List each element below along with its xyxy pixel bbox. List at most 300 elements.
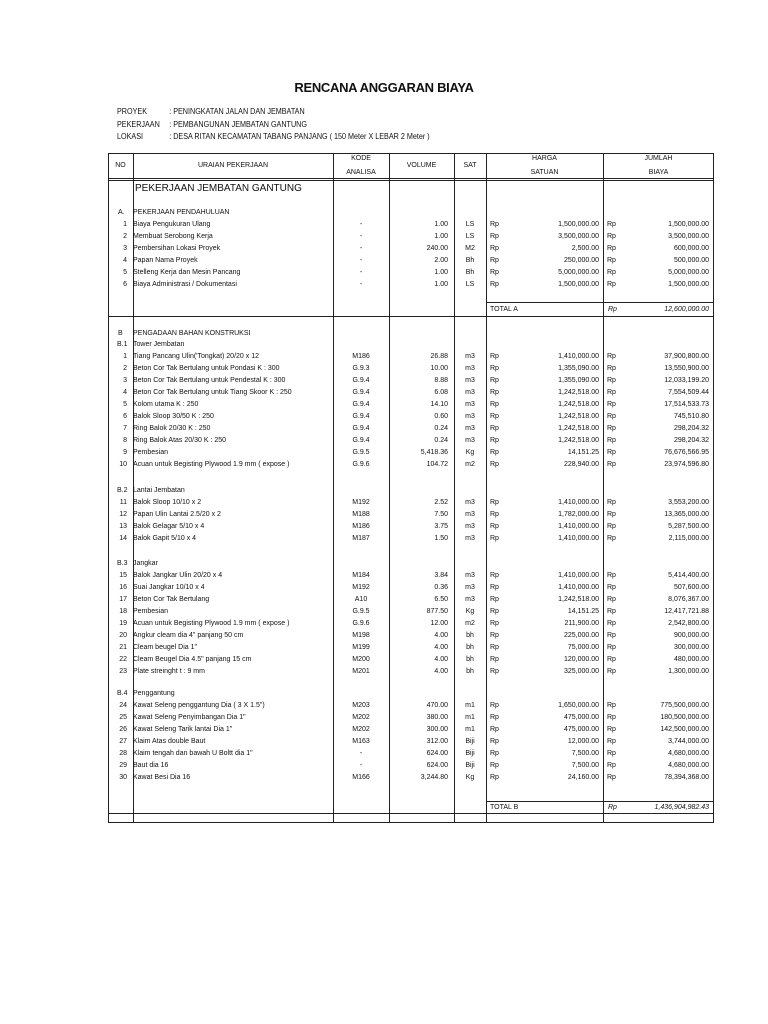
total-b-currency: Rp bbox=[608, 804, 617, 811]
item-description: Pembesian bbox=[133, 449, 169, 456]
item-unit-price: 12,000.00 bbox=[567, 738, 599, 745]
header-kode-2: ANALISA bbox=[346, 169, 376, 176]
item-price-currency: Rp bbox=[490, 714, 499, 721]
item-unit: Bh bbox=[465, 257, 475, 264]
item-unit-price: 1,355,090.00 bbox=[558, 377, 599, 384]
item-volume: 1.00 bbox=[434, 269, 448, 276]
item-unit-price: 1,650,000.00 bbox=[558, 702, 599, 709]
item-unit-price: 75,000.00 bbox=[567, 644, 599, 651]
item-code: M200 bbox=[352, 656, 370, 663]
item-unit: Biji bbox=[465, 762, 475, 769]
item-unit-price: 7,500.00 bbox=[571, 762, 599, 769]
item-code: G.9.5 bbox=[352, 449, 370, 456]
item-no: 5 bbox=[123, 269, 127, 276]
item-price-currency: Rp bbox=[490, 702, 499, 709]
item-total: 76,676,566.95 bbox=[664, 449, 709, 456]
item-description: Acuan untuk Begisting Plywood 1.9 mm ( expose ) bbox=[133, 620, 290, 627]
item-total: 180,500,000.00 bbox=[660, 714, 709, 721]
item-volume: 4.00 bbox=[434, 668, 448, 675]
item-total-currency: Rp bbox=[607, 668, 616, 675]
item-code: M192 bbox=[352, 584, 370, 591]
item-total: 1,500,000.00 bbox=[668, 221, 709, 228]
item-code: G.9.4 bbox=[352, 437, 370, 444]
item-total: 8,076,367.00 bbox=[668, 596, 709, 603]
item-total-currency: Rp bbox=[607, 644, 616, 651]
item-total: 2,115,000.00 bbox=[668, 535, 709, 542]
item-total: 12,033,199.20 bbox=[664, 377, 709, 384]
group-no: B bbox=[118, 330, 123, 337]
item-volume: 624.00 bbox=[426, 750, 448, 757]
item-no: 28 bbox=[119, 750, 127, 757]
item-unit-price: 24,160.00 bbox=[567, 774, 599, 781]
item-unit-price: 5,000,000.00 bbox=[558, 269, 599, 276]
item-total-currency: Rp bbox=[607, 738, 616, 745]
item-unit-price: 1,500,000.00 bbox=[558, 281, 599, 288]
item-total: 3,744,000.00 bbox=[668, 738, 709, 745]
item-price-currency: Rp bbox=[490, 632, 499, 639]
item-volume: 0.60 bbox=[434, 413, 448, 420]
header-kode-1: KODE bbox=[351, 155, 371, 162]
item-code: M202 bbox=[352, 714, 370, 721]
item-description: Balok Jangkar Ulin 20/20 x 4 bbox=[133, 572, 223, 579]
item-total: 37,900,800.00 bbox=[664, 353, 709, 360]
item-total-currency: Rp bbox=[607, 233, 616, 240]
item-code: M163 bbox=[352, 738, 370, 745]
item-price-currency: Rp bbox=[490, 257, 499, 264]
item-total: 5,000,000.00 bbox=[668, 269, 709, 276]
item-total: 12,417,721.88 bbox=[664, 608, 709, 615]
item-total: 23,974,596.80 bbox=[664, 461, 709, 468]
item-description: Balok Gelagar 5/10 x 4 bbox=[133, 523, 205, 530]
item-total: 4,680,000.00 bbox=[668, 762, 709, 769]
item-total-currency: Rp bbox=[607, 499, 616, 506]
item-unit: m3 bbox=[465, 425, 475, 432]
item-volume: 470.00 bbox=[426, 702, 448, 709]
item-description: Kolom utama K : 250 bbox=[133, 401, 199, 408]
item-unit: bh bbox=[466, 656, 474, 663]
item-total: 17,514,533.73 bbox=[664, 401, 709, 408]
item-code: - bbox=[359, 221, 363, 228]
item-volume: 12.00 bbox=[430, 620, 448, 627]
item-no: 8 bbox=[123, 437, 127, 444]
item-price-currency: Rp bbox=[490, 596, 499, 603]
item-unit: LS bbox=[465, 221, 475, 228]
item-total-currency: Rp bbox=[607, 245, 616, 252]
item-volume: 380.00 bbox=[426, 714, 448, 721]
total-a-label: TOTAL A bbox=[490, 306, 518, 313]
item-description: Papan Nama Proyek bbox=[133, 257, 198, 264]
item-no: 23 bbox=[119, 668, 127, 675]
item-code: G.9.6 bbox=[352, 620, 370, 627]
item-total: 3,500,000.00 bbox=[668, 233, 709, 240]
section-title: PEKERJAAN JEMBATAN GANTUNG bbox=[135, 183, 302, 194]
item-volume: 240.00 bbox=[426, 245, 448, 252]
item-unit: m3 bbox=[465, 413, 475, 420]
item-unit: m2 bbox=[465, 620, 475, 627]
item-total: 900,000.00 bbox=[673, 632, 709, 639]
item-unit: m3 bbox=[465, 535, 475, 542]
item-description: Kawat Besi Dia 16 bbox=[133, 774, 191, 781]
item-price-currency: Rp bbox=[490, 413, 499, 420]
item-volume: 3.84 bbox=[434, 572, 448, 579]
item-volume: 2.00 bbox=[434, 257, 448, 264]
item-description: Kawat Seleng Tarik lantai Dia 1" bbox=[133, 726, 233, 733]
item-total: 5,414,400.00 bbox=[668, 572, 709, 579]
item-total: 3,553,200.00 bbox=[668, 499, 709, 506]
subgroup-name: Jangkar bbox=[133, 560, 158, 567]
item-no: 1 bbox=[123, 221, 127, 228]
item-volume: 0.24 bbox=[434, 437, 448, 444]
item-price-currency: Rp bbox=[490, 461, 499, 468]
item-price-currency: Rp bbox=[490, 269, 499, 276]
item-code: M199 bbox=[352, 644, 370, 651]
item-unit: m3 bbox=[465, 401, 475, 408]
item-unit: bh bbox=[466, 644, 474, 651]
item-total: 480,000.00 bbox=[673, 656, 709, 663]
item-total: 507,600.00 bbox=[673, 584, 709, 591]
item-total: 78,394,368.00 bbox=[664, 774, 709, 781]
item-total-currency: Rp bbox=[607, 281, 616, 288]
item-unit: m3 bbox=[465, 365, 475, 372]
item-unit: LS bbox=[465, 281, 475, 288]
item-unit-price: 1,242,518.00 bbox=[558, 437, 599, 444]
item-description: Ring Balok 20/30 K : 250 bbox=[133, 425, 211, 432]
item-code: G.9.6 bbox=[352, 461, 370, 468]
item-no: 22 bbox=[119, 656, 127, 663]
item-description: Balok Sloop 10/10 x 2 bbox=[133, 499, 202, 506]
item-volume: 7.50 bbox=[434, 511, 448, 518]
item-volume: 104.72 bbox=[426, 461, 448, 468]
item-price-currency: Rp bbox=[490, 584, 499, 591]
column-divider bbox=[486, 153, 487, 823]
item-unit: m3 bbox=[465, 584, 475, 591]
meta-label: LOKASI bbox=[117, 132, 144, 141]
item-unit: m3 bbox=[465, 499, 475, 506]
item-no: 30 bbox=[119, 774, 127, 781]
item-price-currency: Rp bbox=[490, 389, 499, 396]
item-unit-price: 1,242,518.00 bbox=[558, 401, 599, 408]
item-unit: m3 bbox=[465, 523, 475, 530]
item-no: 19 bbox=[119, 620, 127, 627]
item-description: Acuan untuk Begisting Plywood 1.9 mm ( expose ) bbox=[133, 461, 290, 468]
total-row-divider bbox=[108, 813, 714, 814]
item-unit-price: 1,410,000.00 bbox=[558, 572, 599, 579]
item-unit: m2 bbox=[465, 461, 475, 468]
item-volume: 1.00 bbox=[434, 221, 448, 228]
item-code: M198 bbox=[352, 632, 370, 639]
item-total-currency: Rp bbox=[607, 425, 616, 432]
item-description: Biaya Pengukuran Ulang bbox=[133, 221, 211, 228]
item-description: Ring Balok Atas 20/30 K : 250 bbox=[133, 437, 227, 444]
item-volume: 624.00 bbox=[426, 762, 448, 769]
item-description: Stelleng Kerja dan Mesin Pancang bbox=[133, 269, 241, 276]
item-unit: m1 bbox=[465, 714, 475, 721]
group-name: PENGADAAN BAHAN KONSTRUKSI bbox=[133, 330, 251, 337]
item-no: 21 bbox=[119, 644, 127, 651]
item-code: A10 bbox=[354, 596, 368, 603]
item-total-currency: Rp bbox=[607, 774, 616, 781]
item-code: G.9.4 bbox=[352, 413, 370, 420]
item-code: M166 bbox=[352, 774, 370, 781]
item-total-currency: Rp bbox=[607, 714, 616, 721]
item-no: 12 bbox=[119, 511, 127, 518]
item-no: 6 bbox=[123, 413, 127, 420]
item-price-currency: Rp bbox=[490, 535, 499, 542]
item-unit: m3 bbox=[465, 511, 475, 518]
item-description: Tiang Pancang Ulin('Tongkat) 20/20 x 12 bbox=[133, 353, 259, 360]
item-unit-price: 2,500.00 bbox=[571, 245, 599, 252]
item-unit: m3 bbox=[465, 572, 475, 579]
meta-line bbox=[117, 132, 430, 141]
item-description: Baut dia 16 bbox=[133, 762, 169, 769]
item-total: 13,550,900.00 bbox=[664, 365, 709, 372]
item-total-currency: Rp bbox=[607, 535, 616, 542]
item-total-currency: Rp bbox=[607, 572, 616, 579]
item-total: 13,365,000.00 bbox=[664, 511, 709, 518]
item-total: 7,554,509.44 bbox=[668, 389, 709, 396]
item-price-currency: Rp bbox=[490, 365, 499, 372]
total-b-value: 1,436,904,982.43 bbox=[654, 804, 709, 811]
item-price-currency: Rp bbox=[490, 245, 499, 252]
item-unit: m3 bbox=[465, 377, 475, 384]
item-code: M184 bbox=[352, 572, 370, 579]
item-volume: 4.00 bbox=[434, 632, 448, 639]
item-no: 24 bbox=[119, 702, 127, 709]
item-price-currency: Rp bbox=[490, 608, 499, 615]
item-code: - bbox=[359, 281, 363, 288]
item-no: 6 bbox=[123, 281, 127, 288]
meta-label: PROYEK bbox=[117, 107, 148, 116]
header-volume: VOLUME bbox=[406, 162, 437, 169]
item-unit-price: 1,410,000.00 bbox=[558, 535, 599, 542]
item-unit-price: 1,355,090.00 bbox=[558, 365, 599, 372]
item-volume: 6.50 bbox=[434, 596, 448, 603]
meta-value: : PEMBANGUNAN JEMBATAN GANTUNG bbox=[169, 120, 307, 129]
item-no: 11 bbox=[119, 499, 127, 506]
total-b-label: TOTAL B bbox=[490, 804, 519, 811]
item-no: 4 bbox=[123, 389, 127, 396]
group-no: A. bbox=[118, 209, 125, 216]
item-unit-price: 1,410,000.00 bbox=[558, 523, 599, 530]
item-code: - bbox=[359, 257, 363, 264]
item-total-currency: Rp bbox=[607, 511, 616, 518]
item-code: M186 bbox=[352, 523, 370, 530]
item-no: 5 bbox=[123, 401, 127, 408]
item-no: 26 bbox=[119, 726, 127, 733]
item-price-currency: Rp bbox=[490, 774, 499, 781]
item-total: 298,204.32 bbox=[673, 437, 709, 444]
item-code: M202 bbox=[352, 726, 370, 733]
meta-value: : PENINGKATAN JALAN DAN JEMBATAN bbox=[169, 107, 305, 116]
item-volume: 5,418.36 bbox=[420, 449, 448, 456]
item-code: G.9.5 bbox=[352, 608, 370, 615]
item-total-currency: Rp bbox=[607, 620, 616, 627]
item-code: G.9.4 bbox=[352, 377, 370, 384]
item-price-currency: Rp bbox=[490, 750, 499, 757]
meta-value: : DESA RITAN KECAMATAN TABANG PANJANG ( 150 Meter X LEBAR 2 Meter ) bbox=[169, 132, 430, 141]
item-no: 3 bbox=[123, 377, 127, 384]
item-code: M188 bbox=[352, 511, 370, 518]
item-description: Suai Jangkar 10/10 x 4 bbox=[133, 584, 205, 591]
item-code: - bbox=[359, 750, 363, 757]
item-unit-price: 1,410,000.00 bbox=[558, 584, 599, 591]
subgroup-name: Tower Jembatan bbox=[133, 341, 185, 348]
item-total-currency: Rp bbox=[607, 461, 616, 468]
item-volume: 1.00 bbox=[434, 233, 448, 240]
item-price-currency: Rp bbox=[490, 401, 499, 408]
item-unit-price: 228,940.00 bbox=[563, 461, 599, 468]
item-total-currency: Rp bbox=[607, 221, 616, 228]
item-no: 10 bbox=[119, 461, 127, 468]
item-no: 1 bbox=[123, 353, 127, 360]
item-total-currency: Rp bbox=[607, 762, 616, 769]
item-unit: bh bbox=[466, 632, 474, 639]
item-unit-price: 475,000.00 bbox=[563, 726, 599, 733]
item-price-currency: Rp bbox=[490, 221, 499, 228]
item-price-currency: Rp bbox=[490, 572, 499, 579]
item-total: 775,500,000.00 bbox=[660, 702, 709, 709]
total-a-currency: Rp bbox=[608, 306, 617, 313]
item-no: 2 bbox=[123, 233, 127, 240]
item-price-currency: Rp bbox=[490, 762, 499, 769]
item-price-currency: Rp bbox=[490, 449, 499, 456]
item-description: Klaim Atas double Baut bbox=[133, 738, 206, 745]
subgroup-no: B.1 bbox=[117, 341, 128, 348]
item-unit: bh bbox=[466, 668, 474, 675]
item-price-currency: Rp bbox=[490, 656, 499, 663]
item-description: Cleam Beugel Dia 4.5" panjang 15 cm bbox=[133, 656, 252, 663]
item-price-currency: Rp bbox=[490, 377, 499, 384]
item-price-currency: Rp bbox=[490, 620, 499, 627]
item-total-currency: Rp bbox=[607, 353, 616, 360]
item-code: G.9.4 bbox=[352, 425, 370, 432]
header-sat: SAT bbox=[463, 162, 477, 169]
item-price-currency: Rp bbox=[490, 523, 499, 530]
item-total-currency: Rp bbox=[607, 632, 616, 639]
item-total-currency: Rp bbox=[607, 389, 616, 396]
item-code: M186 bbox=[352, 353, 370, 360]
item-unit-price: 14,151.25 bbox=[567, 608, 599, 615]
item-description: Pembersihan Lokasi Proyek bbox=[133, 245, 221, 252]
item-unit: Kg bbox=[465, 774, 475, 781]
item-total-currency: Rp bbox=[607, 702, 616, 709]
item-unit-price: 1,500,000.00 bbox=[558, 221, 599, 228]
item-unit-price: 211,900.00 bbox=[564, 620, 599, 627]
item-volume: 3,244.80 bbox=[420, 774, 448, 781]
item-unit: Bh bbox=[465, 269, 475, 276]
header-jumlah-1: JUMLAH bbox=[644, 155, 673, 162]
header-uraian: URAIAN PEKERJAAN bbox=[197, 162, 269, 169]
item-price-currency: Rp bbox=[490, 511, 499, 518]
header-harga-1: HARGA bbox=[532, 155, 557, 162]
item-volume: 0.24 bbox=[434, 425, 448, 432]
item-unit-price: 1,242,518.00 bbox=[558, 413, 599, 420]
item-unit-price: 225,000.00 bbox=[563, 632, 599, 639]
item-volume: 6.08 bbox=[434, 389, 448, 396]
item-no: 16 bbox=[119, 584, 127, 591]
item-price-currency: Rp bbox=[490, 644, 499, 651]
item-total-currency: Rp bbox=[607, 269, 616, 276]
item-code: - bbox=[359, 269, 363, 276]
item-unit: LS bbox=[465, 233, 475, 240]
item-description: Balok Gapit 5/10 x 4 bbox=[133, 535, 197, 542]
item-unit-price: 1,242,518.00 bbox=[558, 596, 599, 603]
item-no: 20 bbox=[119, 632, 127, 639]
item-volume: 10.00 bbox=[430, 365, 448, 372]
item-volume: 14.10 bbox=[430, 401, 448, 408]
item-total-currency: Rp bbox=[607, 413, 616, 420]
item-description: Kawat Seleng Penyimbangan Dia 1" bbox=[133, 714, 246, 721]
item-unit-price: 14,151.25 bbox=[567, 449, 599, 456]
group-name: PEKERJAAN PENDAHULUAN bbox=[133, 209, 230, 216]
item-total-currency: Rp bbox=[607, 726, 616, 733]
item-code: - bbox=[359, 245, 363, 252]
item-total: 2,542,800.00 bbox=[668, 620, 709, 627]
item-description: Beton Cor Tak Bertulang untuk Tiang Skoor K : 250 bbox=[133, 389, 292, 396]
item-unit: m1 bbox=[465, 702, 475, 709]
item-unit-price: 1,410,000.00 bbox=[558, 499, 599, 506]
item-volume: 312.00 bbox=[426, 738, 448, 745]
item-unit: Biji bbox=[465, 750, 475, 757]
item-volume: 4.00 bbox=[434, 644, 448, 651]
header-no: NO bbox=[115, 162, 126, 169]
item-price-currency: Rp bbox=[490, 425, 499, 432]
item-unit-price: 1,782,000.00 bbox=[558, 511, 599, 518]
column-divider bbox=[603, 153, 604, 823]
item-volume: 4.00 bbox=[434, 656, 448, 663]
item-total-currency: Rp bbox=[607, 750, 616, 757]
item-description: Klaim tengah dan bawah U Boltt dia 1" bbox=[133, 750, 253, 757]
item-price-currency: Rp bbox=[490, 437, 499, 444]
item-unit-price: 1,242,518.00 bbox=[558, 389, 599, 396]
item-price-currency: Rp bbox=[490, 668, 499, 675]
item-unit-price: 475,000.00 bbox=[563, 714, 599, 721]
item-no: 13 bbox=[119, 523, 127, 530]
item-no: 18 bbox=[119, 608, 127, 615]
item-total-currency: Rp bbox=[607, 365, 616, 372]
item-description: Beton Cor Tak Bertulang untuk Pondasi K : 300 bbox=[133, 365, 280, 372]
item-price-currency: Rp bbox=[490, 281, 499, 288]
item-total: 142,500,000.00 bbox=[660, 726, 709, 733]
item-no: 17 bbox=[119, 596, 127, 603]
item-volume: 2.52 bbox=[434, 499, 448, 506]
item-unit: m1 bbox=[465, 726, 475, 733]
item-description: Biaya Administrasi / Dokumentasi bbox=[133, 281, 237, 288]
item-unit-price: 7,500.00 bbox=[571, 750, 599, 757]
item-no: 29 bbox=[119, 762, 127, 769]
document-title: RENCANA ANGGARAN BIAYA bbox=[294, 80, 474, 95]
meta-line bbox=[117, 120, 307, 129]
item-volume: 1.50 bbox=[434, 535, 448, 542]
item-total: 600,000.00 bbox=[673, 245, 709, 252]
item-total-currency: Rp bbox=[607, 437, 616, 444]
subgroup-no: B.3 bbox=[117, 560, 128, 567]
item-code: G.9.4 bbox=[352, 389, 370, 396]
item-total: 1,500,000.00 bbox=[668, 281, 709, 288]
item-total: 500,000.00 bbox=[673, 257, 709, 264]
item-total-currency: Rp bbox=[607, 257, 616, 264]
item-description: Pembesian bbox=[133, 608, 169, 615]
item-volume: 0.36 bbox=[434, 584, 448, 591]
item-code: M192 bbox=[352, 499, 370, 506]
item-code: G.9.4 bbox=[352, 401, 370, 408]
item-price-currency: Rp bbox=[490, 726, 499, 733]
item-no: 25 bbox=[119, 714, 127, 721]
subgroup-no: B.2 bbox=[117, 487, 128, 494]
item-code: M187 bbox=[352, 535, 370, 542]
item-price-currency: Rp bbox=[490, 353, 499, 360]
item-unit: M2 bbox=[465, 245, 475, 252]
